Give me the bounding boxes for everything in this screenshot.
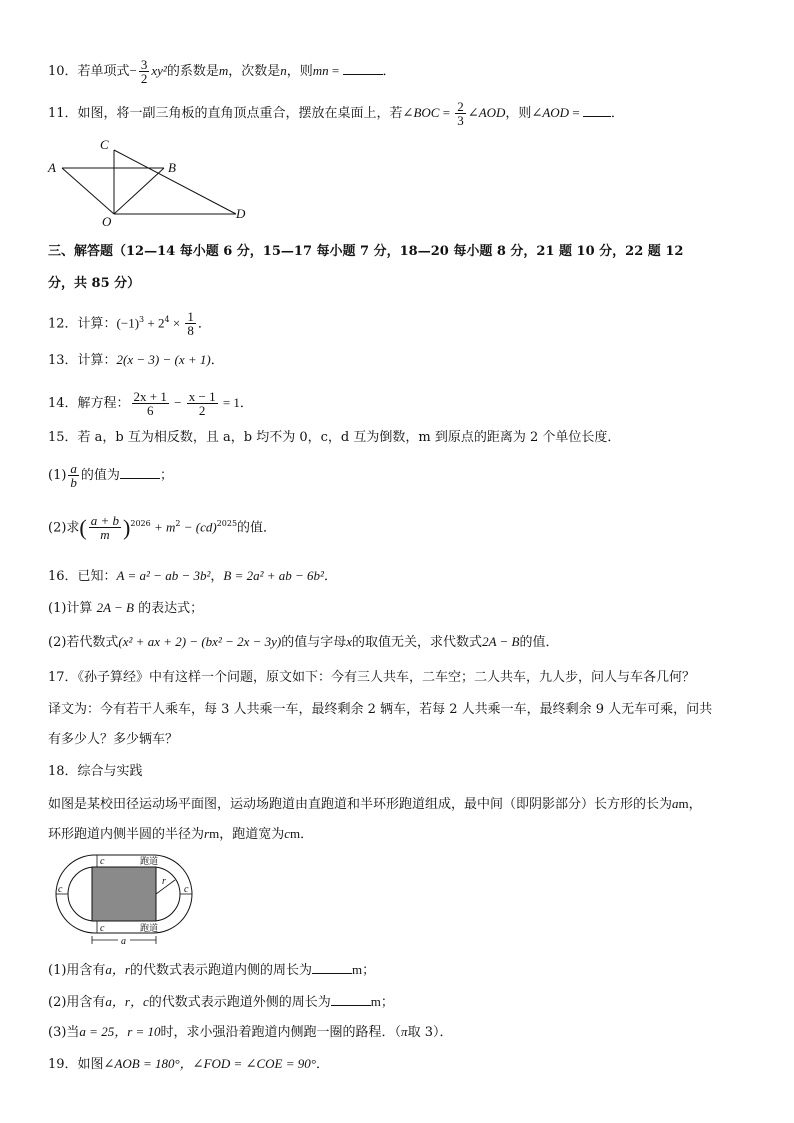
label-r: r — [162, 876, 166, 887]
answer-blank — [583, 104, 611, 117]
point-label-d: D — [236, 206, 246, 221]
answer-blank — [120, 466, 160, 479]
question-15-part-2: (2)求( $\frac{a + b}{m}$ )$^{2026} + m^2 - (cd)^{2025}$的值． — [48, 513, 277, 543]
question-18-part-3: (3)当a = 25，r = 10时，求小强沿着跑道内侧跑一圈的路程．（π取 3）． — [48, 1024, 453, 1040]
question-17-line-3: 有多少人？多少辆车？ — [48, 732, 179, 747]
question-18-part-2: (2)用含有a，r，c的代数式表示跑道外侧的周长为 m； — [48, 994, 394, 1010]
answer-blank — [331, 993, 371, 1006]
q11-fraction: $\frac{2}{3}$ — [457, 99, 464, 128]
segment-ao — [62, 168, 114, 214]
running-track-figure — [50, 852, 200, 948]
point-label-b: B — [168, 160, 176, 175]
question-11: 11．如图，将一副三角板的直角顶点重合，摆放在桌面上，若∠BOC = $\frac{2}{3}$ ∠AOD，则∠AOD = ． — [48, 99, 624, 128]
question-15-part-1: (1) $\frac{a}{b}$ 的值为 ； — [48, 461, 173, 490]
question-19: 19．如图∠AOB = 180°，∠FOD = ∠COE = 90°． — [48, 1056, 329, 1072]
section-heading: 三、解答题（12—14 每小题 6 分，15—17 每小题 7 分，18—20 每小题 8 分，21 题 10 分，22 题 12 — [48, 244, 684, 259]
q15-fraction-apb-m: $\frac{a + b}{m}$ — [90, 513, 120, 543]
q10-fraction: $\frac{3}{2}$ — [140, 57, 148, 86]
q11-triangle-figure — [44, 136, 264, 228]
shaded-rectangle — [92, 867, 156, 921]
q12-fraction: $\frac{1}{8}$ — [187, 309, 194, 339]
answer-blank — [343, 62, 383, 75]
question-18-line-1: 如图是某校田径运动场平面图，运动场跑道由直跑道和半环形跑道组成，最中间（即阴影部分）长方形的长为am， — [48, 796, 702, 812]
question-15-stem: 15．若 a，b 互为相反数，且 a，b 均不为 0，c，d 互为倒数，m 到原点的距离为 2 个单位长度． — [48, 430, 621, 445]
question-17-line-2: 译文为：今有若干人乘车，每 3 人共乘一车，最终剩余 2 辆车，若每 2 人共乘一车，最终剩余 9 人无车可乘，问共 — [48, 702, 713, 717]
question-16-part-1: (1)计算 2A − B 的表达式； — [48, 600, 204, 616]
track-label-top: 跑道 — [140, 857, 159, 867]
point-label-o: O — [102, 214, 112, 228]
point-label-a: A — [48, 160, 56, 175]
q14-fraction-2: $\frac{x - 1}{2}$ — [188, 389, 216, 418]
question-10: 10．若单项式− $\frac{3}{2}$ xy²的系数是m，次数是n，则mn = ． — [48, 57, 396, 86]
question-17-line-1: 17．《孙子算经》中有这样一个问题，原文如下：今有三人共车，二车空；二人共车，九人步，问人与车各几何？ — [48, 670, 696, 685]
question-18-title: 18．综合与实践 — [48, 764, 143, 779]
question-18-line-2: 环形跑道内侧半圆的半径为rm，跑道宽为cm． — [48, 826, 314, 842]
label-c-bottom: c — [100, 923, 105, 934]
question-16-part-2: (2)若代数式(x² + ax + 2) − (bx² − 2x − 3y)的值与字母x的取值无关，求代数式2A − B的值． — [48, 634, 559, 650]
label-c-right: c — [184, 884, 189, 895]
label-c-top: c — [100, 856, 105, 867]
label-c-left: c — [58, 884, 63, 895]
question-12: 12．计算：$(-1)^3 + 2^4$ × $\frac{1}{8}$ ． — [48, 309, 211, 339]
question-14: 14．解方程： $\frac{2x + 1}{6}$ − $\frac{x - 1}{2}$ = 1． — [48, 389, 253, 418]
question-16-stem: 16．已知：A = a² − ab − 3b²，B = 2a² + ab − 6b²． — [48, 568, 337, 584]
section-heading-cont: 分，共 85 分） — [48, 276, 141, 291]
q15-fraction-ab: $\frac{a}{b}$ — [70, 461, 77, 490]
track-label-bottom: 跑道 — [140, 924, 159, 934]
segment-bo — [114, 168, 164, 214]
point-label-c: C — [100, 137, 109, 152]
question-13: 13．计算：2(x − 3) − (x + 1)． — [48, 352, 224, 368]
answer-blank — [312, 961, 352, 974]
q14-fraction-1: $\frac{2x + 1}{6}$ — [133, 389, 167, 418]
label-a: a — [121, 936, 126, 947]
question-18-part-1: (1)用含有a，r的代数式表示跑道内侧的周长为 m； — [48, 962, 376, 978]
